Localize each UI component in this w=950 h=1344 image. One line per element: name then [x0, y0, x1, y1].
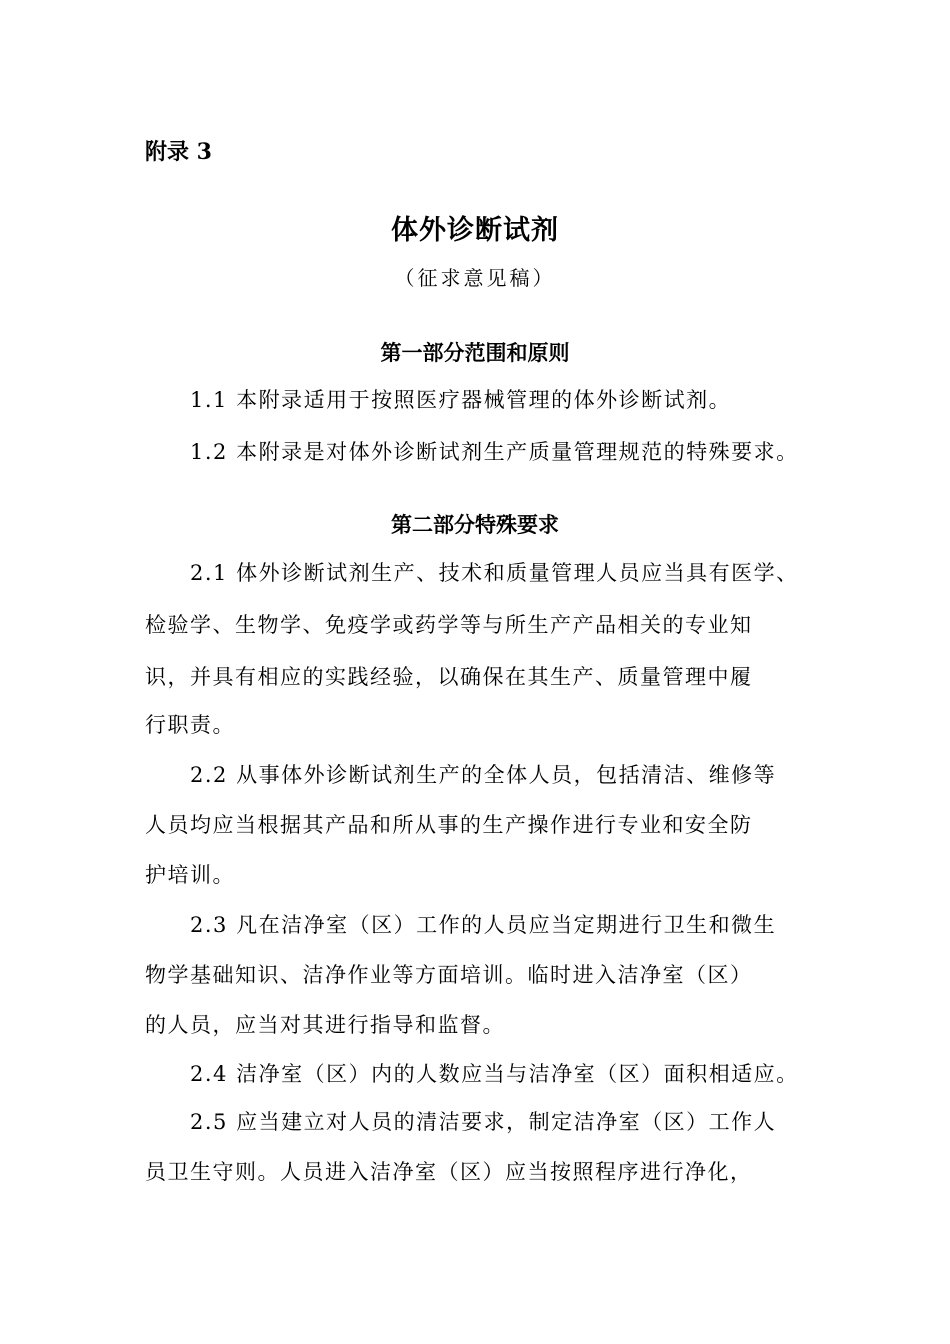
appendix-label: 附录 3: [145, 139, 212, 165]
paragraph-line: 2.5 应当建立对人员的清洁要求，制定洁净室（区）工作人: [190, 1110, 777, 1134]
part1-heading: 第一部分范围和原则: [380, 340, 570, 365]
paragraph-line: 的人员，应当对其进行指导和监督。: [145, 1013, 505, 1037]
paragraph-line: 人员均应当根据其产品和所从事的生产操作进行专业和安全防: [145, 813, 753, 837]
part2-heading: 第二部分特殊要求: [391, 512, 559, 537]
paragraph-line: 2.1 体外诊断试剂生产、技术和质量管理人员应当具有医学、: [190, 561, 799, 585]
paragraph-line: 2.4 洁净室（区）内的人数应当与洁净室（区）面积相适应。: [190, 1062, 799, 1086]
paragraph-line: 检验学、生物学、免疫学或药学等与所生产产品相关的专业知: [145, 613, 753, 637]
document-title: 体外诊断试剂: [391, 215, 559, 246]
paragraph-line: 1.1 本附录适用于按照医疗器械管理的体外诊断试剂。: [190, 388, 732, 412]
paragraph-line: 物学基础知识、洁净作业等方面培训。临时进入洁净室（区）: [145, 963, 753, 987]
paragraph-line: 1.2 本附录是对体外诊断试剂生产质量管理规范的特殊要求。: [190, 440, 799, 464]
paragraph-line: 识，并具有相应的实践经验，以确保在其生产、质量管理中履: [145, 665, 753, 689]
document-subtitle: （征求意见稿）: [394, 266, 556, 290]
paragraph-line: 员卫生守则。人员进入洁净室（区）应当按照程序进行净化，: [145, 1160, 753, 1184]
paragraph-line: 行职责。: [145, 713, 235, 737]
paragraph-line: 2.2 从事体外诊断试剂生产的全体人员，包括清洁、维修等: [190, 763, 777, 787]
paragraph-line: 2.3 凡在洁净室（区）工作的人员应当定期进行卫生和微生: [190, 913, 777, 937]
paragraph-line: 护培训。: [145, 863, 235, 887]
